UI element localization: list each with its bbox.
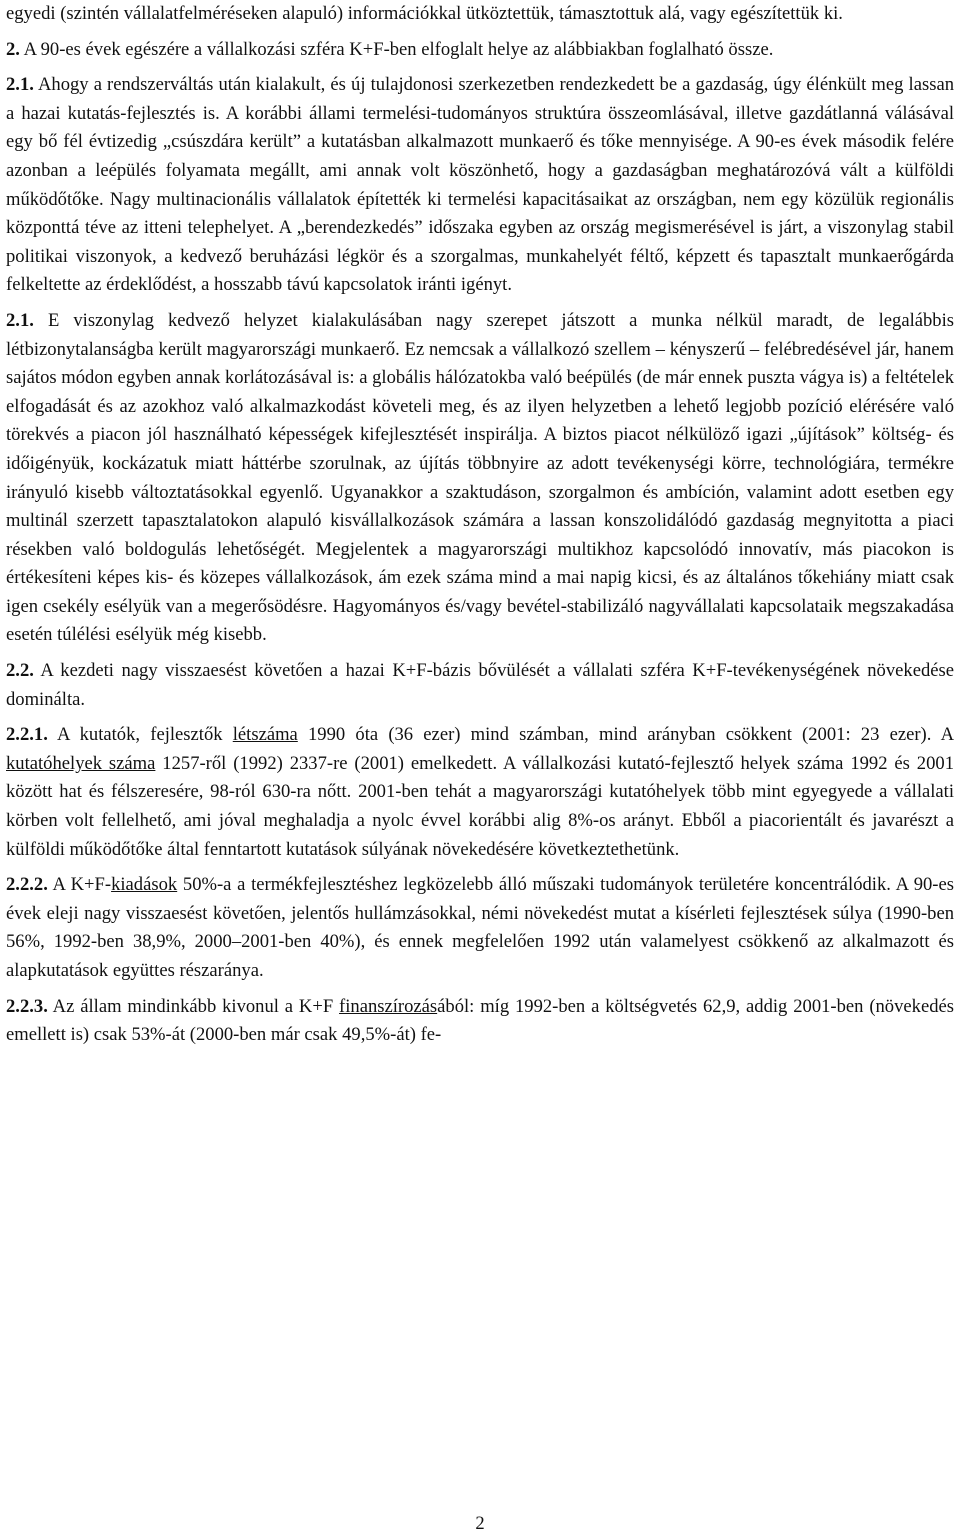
underlined-term: kutatóhelyek száma	[6, 752, 156, 774]
section-number: 2.2.1.	[6, 724, 48, 746]
text-segment: A K+F-	[47, 874, 112, 896]
text-segment: A kutatók, fejlesztők	[47, 724, 233, 746]
text-segment: A kezdeti nagy visszaesést követően a hazai K+F-bázis bővülését a vállalati szféra K+F-tevékenységének növekedése dominálta.	[6, 660, 954, 710]
underlined-term: kiadások	[111, 874, 178, 896]
section-number: 2.1.	[6, 74, 34, 96]
underlined-term: létszáma	[232, 724, 298, 746]
paragraph	[6, 657, 954, 714]
body-text	[6, 0, 954, 1050]
paragraph	[6, 307, 954, 650]
paragraph	[6, 0, 954, 29]
section-number: 2.2.	[6, 660, 34, 682]
page-number: 2	[475, 1513, 485, 1534]
section-number: 2.2.3.	[6, 995, 48, 1017]
text-segment: 1257-ről (1992) 2337-re (2001) emelkedett. A vállalkozási kutató-fejlesztő helyek száma 1992 és 2001 között hat és félszeresére, 98-ról 630-ra nőtt. 2001-ben tehát a magyarországi kutatóhelyek több mint egyegyede a vállalati körben volt fellelhető, ami jóval meghaladja a nyolc évvel korábbi alig 8%-os arányt. Ebből a piacorientált és javarészt a külföldi működőtőke által fenntartott kutatások súlyának növekedésére következtethetünk.	[6, 752, 954, 860]
paragraph	[6, 71, 954, 300]
text-segment: 1990 óta (36 ezer) mind számban, mind arányban csökkent (2001: 23 ezer). A	[297, 724, 955, 746]
text-segment: Ahogy a rendszerváltás után kialakult, és új tulajdonosi szerkezetben rendezkedett be a gazdaság, úgy élénkült meg lassan a hazai kutatás-fejlesztés is. A korábbi állami termelési-tudományos struktúra összeomlásával, illetve gazdátlanná válásával egy bő fél évtizedig „csúszdára került” a kutatásban alkalmazott munkaerő és tőke mennyisége. A 90-es évek második felére azonban a leépülés folyamata megállt, ami annak volt köszönhető, hogy a gazdaságban meghatározóvá vált a külföldi működőtőke. Nagy multinacionális vállalatok építették ki termelési kapacitásaikat az országban, nem egy közülük regionális központtá téve az itteni telephelyet. A „berendezkedés” időszaka egyben az ország megismerésével is járt, a viszonylag stabil politikai viszonyok, a kedvező beruházási légkör és a szorgalmas, munkahelyét féltő, képzett és tapasztalt munkaerőgárda felkeltette az érdeklődést, a hosszabb távú kapcsolatok iránti igényt.	[6, 74, 954, 296]
paragraph	[6, 993, 954, 1050]
paragraph	[6, 36, 954, 65]
text-segment: Az állam mindinkább kivonul a K+F	[47, 995, 340, 1017]
underlined-term: finanszírozás	[339, 995, 438, 1017]
paragraph	[6, 871, 954, 985]
text-segment: A 90-es évek egészére a vállalkozási szféra K+F-ben elfoglalt helye az alábbiakban foglalható össze.	[19, 38, 774, 60]
text-segment: ából: míg 1992-ben a költségvetés 62,9, addig 2001-ben (növekedés emellett is) csak 53%-át (2000-ben már csak 49,5%-át) fe-	[6, 995, 954, 1046]
section-number: 2.	[6, 38, 20, 60]
text-segment: 50%-a a termékfejlesztéshez legközelebb álló műszaki tudományok területére koncentrálódik. A 90-es évek eleji nagy visszaesést követően, jelentős hullámzásokkal, némi növekedést mutat a kísérleti fejlesztések súlya (1990-ben 56%, 1992-ben 38,9%, 2000–2001-ben 40%), és ennek megfelelően 1992 után valamelyest csökkenő az alkalmazott és alapkutatások együttes részaránya.	[6, 874, 954, 981]
paragraph	[6, 721, 954, 864]
section-number: 2.1.	[6, 309, 34, 331]
text-segment: egyedi (szintén vállalatfelméréseken alapuló) információkkal ütköztettük, támasztottuk alá, vagy egészítettük ki.	[6, 3, 843, 24]
section-number: 2.2.2.	[6, 874, 48, 896]
text-segment: E viszonylag kedvező helyzet kialakulásában nagy szerepet játszott a munka nélkül maradt, de legalábbis létbizonytalanságba került magyarországi munkaerő. Ez nemcsak a vállalkozó szellem – kényszerű – felébredésével jár, hanem sajátos módon egyben annak korlátozásával is: a globális hálózatokba való beépülés (de már ennek puszta vágya is) a feltételek elfogadását és az azokhoz való alkalmazkodást követeli meg, és az ilyen helyzetben a lehető legjobb pozíció elérésére való törekvés a piacon jól használható képességek kifejlesztését inspirálja. A biztos piacot nélkülöző igazi „újítások” költség- és időigényük, kockázatuk miatt háttérbe szorulnak, az újítás többnyire az adott tevékenységi körre, technológiára, termékre irányuló kisebb változtatásokkal egyenlő. Ugyanakkor a szaktudáson, szorgalmon és ambíción, valamint adott esetben egy multinál szerzett tapasztalatokon alapuló kisvállalkozások számára a lassan konszolidálódó gazdaság megnyitotta a piaci résekben való boldogulás lehetőségét. Megjelentek a magyarországi multikhoz kapcsolódó innovatív, más piacokon is értékesíteni képes kis- és közepes vállalkozások, ám ezek száma mind a mai napig kicsi, és az általános tőkehiány miatt csak igen csekély esélyük van a megerősödésre. Hagyományos és/vagy bevétel-stabilizáló nagyvállalati kapcsolataik megszakadása esetén túlélési esélyük még kisebb.	[6, 309, 954, 646]
